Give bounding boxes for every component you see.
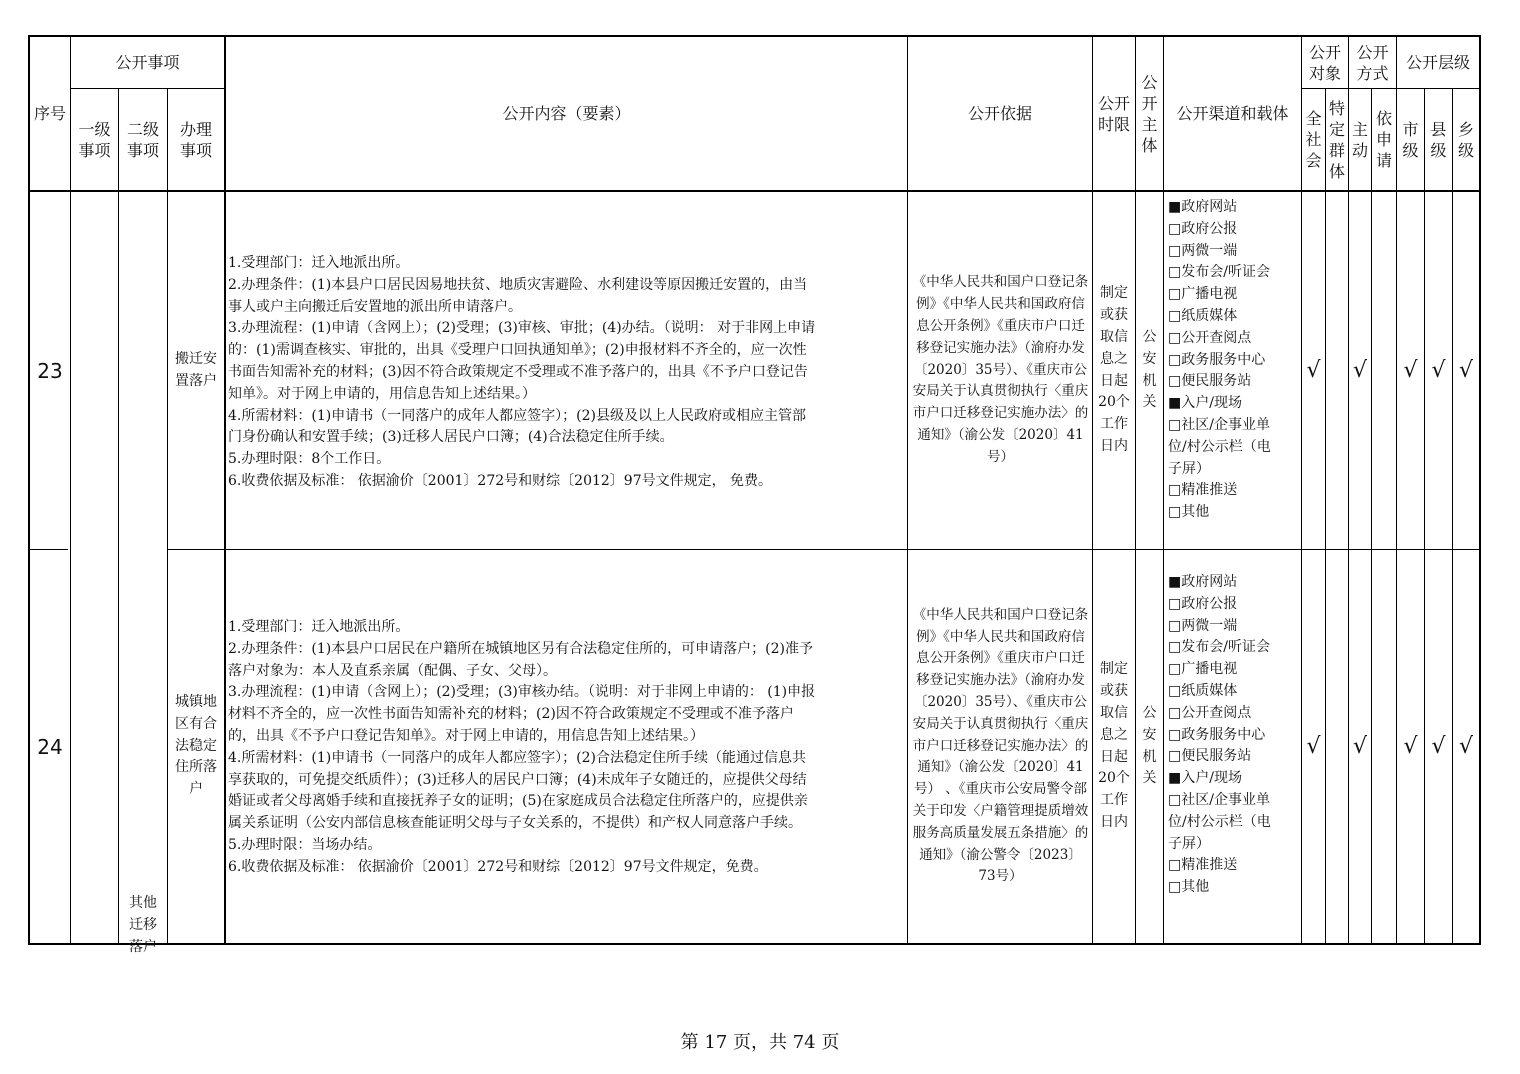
row-handling: 搬迁安置落户 — [175, 350, 217, 389]
check-level-town: √ — [1458, 734, 1474, 759]
row-subject: 公安机关 — [1142, 328, 1157, 411]
header-method: 公开方式 — [1356, 42, 1389, 83]
header-target-all: 全社会 — [1305, 109, 1322, 170]
check-target-all: √ — [1306, 358, 1321, 383]
header-seq: 序号 — [33, 104, 66, 123]
check-level-county: √ — [1431, 734, 1446, 759]
row-seq: 23 — [37, 358, 63, 383]
check-level-county: √ — [1431, 358, 1446, 383]
level2-item-text: 其他迁移落户 — [129, 895, 157, 955]
header-time-limit: 公开时限 — [1097, 93, 1130, 134]
header-level2: 二级事项 — [126, 119, 159, 160]
check-level-town: √ — [1458, 358, 1474, 383]
check-method-request — [1372, 192, 1396, 549]
header-channel: 公开渠道和载体 — [1176, 104, 1289, 123]
header-target: 公开对象 — [1308, 42, 1341, 83]
header-level1: 一级事项 — [78, 119, 111, 160]
header-method-request: 依申请 — [1375, 109, 1392, 170]
row-handling: 城镇地区有合法稳定住所落户 — [175, 694, 217, 798]
row-time-limit: 制定或获取信息之日起20个工作日内 — [1098, 285, 1130, 454]
header-basis: 公开依据 — [967, 104, 1032, 123]
header-public-items: 公开事项 — [115, 53, 180, 72]
header-handling: 办理事项 — [179, 119, 212, 160]
row-content: 1.受理部门：迁入地派出所。 2.办理条件：(1)本县户口居民在户籍所在城镇地区另有合法稳定住所的，可申请落户；(2)准予 落户对象为：本人及直系亲属（配偶、子女、父母）。 3.办理流程：(1)申请（含网上）；(2)受理；(3)审核办结。（说明：对于非网上申请的： (1)申报 材料不齐全的，应一次性书面告知需补充的材料；(2)因不符合政策规定不受理或不准予落户 的，出具《不予户口登记告知单》。对于网上申请的，用信息告知上述结果。） 4.所需材料：(1)申请书（一同落户的成年人都应签字）；(2)合法稳定住所手续（能通过信息共 享获取的，可免提交纸质件）；(3)迁移人的居民户口簿；(4)未成年子女随迁的，应提供父母结 婚证或者父母离婚手续和直接抚养子女的证明；(5)在家庭成员合法稳定住所落户的，应提供亲 属关系证明（公安内部信息核查能证明父母与子女关系的，不提供）和产权人同意落户手续。 5.办理时限：当场办结。 6.收费依据及标准： 依据渝价〔2001〕272号和财综〔2012〕97号文件规定，免费。 — [228, 619, 816, 875]
header-level-town: 乡级 — [1457, 119, 1474, 160]
check-level-city: √ — [1403, 734, 1418, 759]
check-level-city: √ — [1403, 358, 1418, 383]
check-method-active: √ — [1352, 734, 1368, 759]
row-basis: 《中华人民共和国户口登记条例》《中华人民共和国政府信息公开条例》《重庆市户口迁移登记实施办法》（渝府办发〔2020〕35号）、《重庆市公安局关于认真贯彻执行〈重庆市户口迁移登记实施办法〉的通知》（渝公发〔2020〕41号） — [912, 274, 1089, 465]
page-number: 第 17 页，共 74 页 — [680, 1032, 840, 1053]
header-content: 公开内容（要素） — [502, 104, 631, 123]
header-method-active: 主动 — [1351, 119, 1368, 160]
row-time-limit: 制定或获取信息之日起20个工作日内 — [1098, 661, 1130, 830]
check-method-request — [1372, 550, 1396, 943]
header-subject: 公开主体 — [1141, 72, 1158, 155]
check-target-all: √ — [1306, 734, 1321, 759]
row-channels: ■政府网站 □政府公报 □两微一端 □发布会/听证会 □广播电视 □纸质媒体 □公开查阅点 □政务服务中心 □便民服务站 ■入户/现场 □社区/企事业单 位/村公示栏（电 子屏） □精准推送 □其他 — [1168, 199, 1271, 521]
header-level: 公开层级 — [1405, 53, 1470, 72]
row-subject: 公安机关 — [1142, 704, 1157, 787]
header-level-city: 市级 — [1402, 119, 1419, 160]
header-level-county: 县级 — [1430, 119, 1447, 160]
row-content: 1.受理部门：迁入地派出所。 2.办理条件：(1)本县户口居民因易地扶贫、地质灾害避险、水利建设等原因搬迁安置的，由当 事人或户主向搬迁后安置地的派出所申请落户。 3.办理流程：(1)申请（含网上）；(2)受理；(3)审核、审批；(4)办结。（说明： 对于非网上申请 的：(1)需调查核实、审批的，出具《受理户口回执通知单》；(2)申报材料不齐全的，应一次性 书面告知需补充的材料；(3)因不符合政策规定不受理或不准予落户的，出具《不予户口登记告 知单》。对于网上申请的，用信息告知上述结果。） 4.所需材料：(1)申请书（一同落户的成年人都应签字）；(2)县级及以上人民政府或相应主管部 门身份确认和安置手续；(3)迁移人居民户口簿；(4)合法稳定住所手续。 5.办理时限：8个工作日。 6.收费依据及标准： 依据渝价〔2001〕272号和财综〔2012〕97号文件规定， 免费。 — [228, 255, 816, 489]
check-target-specific — [1326, 192, 1348, 549]
level2-item — [119, 893, 167, 955]
row-seq: 24 — [37, 734, 63, 759]
header-target-specific: 特定群体 — [1328, 98, 1345, 181]
row-basis: 《中华人民共和国户口登记条例》《中华人民共和国政府信息公开条例》《重庆市户口迁移登记实施办法》（渝府办发〔2020〕35号）、《重庆市公安局关于认真贯彻执行〈重庆市户口迁移登记实施办法〉的通知》（渝公发〔2020〕41号） 、《重庆市公安局警令部关于印发〈户籍管理提质增效服务高质量发展五条措施〉的通知》（渝公警令〔2023〕73号） — [912, 606, 1089, 885]
check-method-active: √ — [1352, 358, 1368, 383]
row-channels: ■政府网站 □政府公报 □两微一端 □发布会/听证会 □广播电视 □纸质媒体 □公开查阅点 □政务服务中心 □便民服务站 ■入户/现场 □社区/企事业单 位/村公示栏（电 子屏） □精准推送 □其他 — [1168, 574, 1271, 896]
check-target-specific — [1326, 550, 1348, 943]
